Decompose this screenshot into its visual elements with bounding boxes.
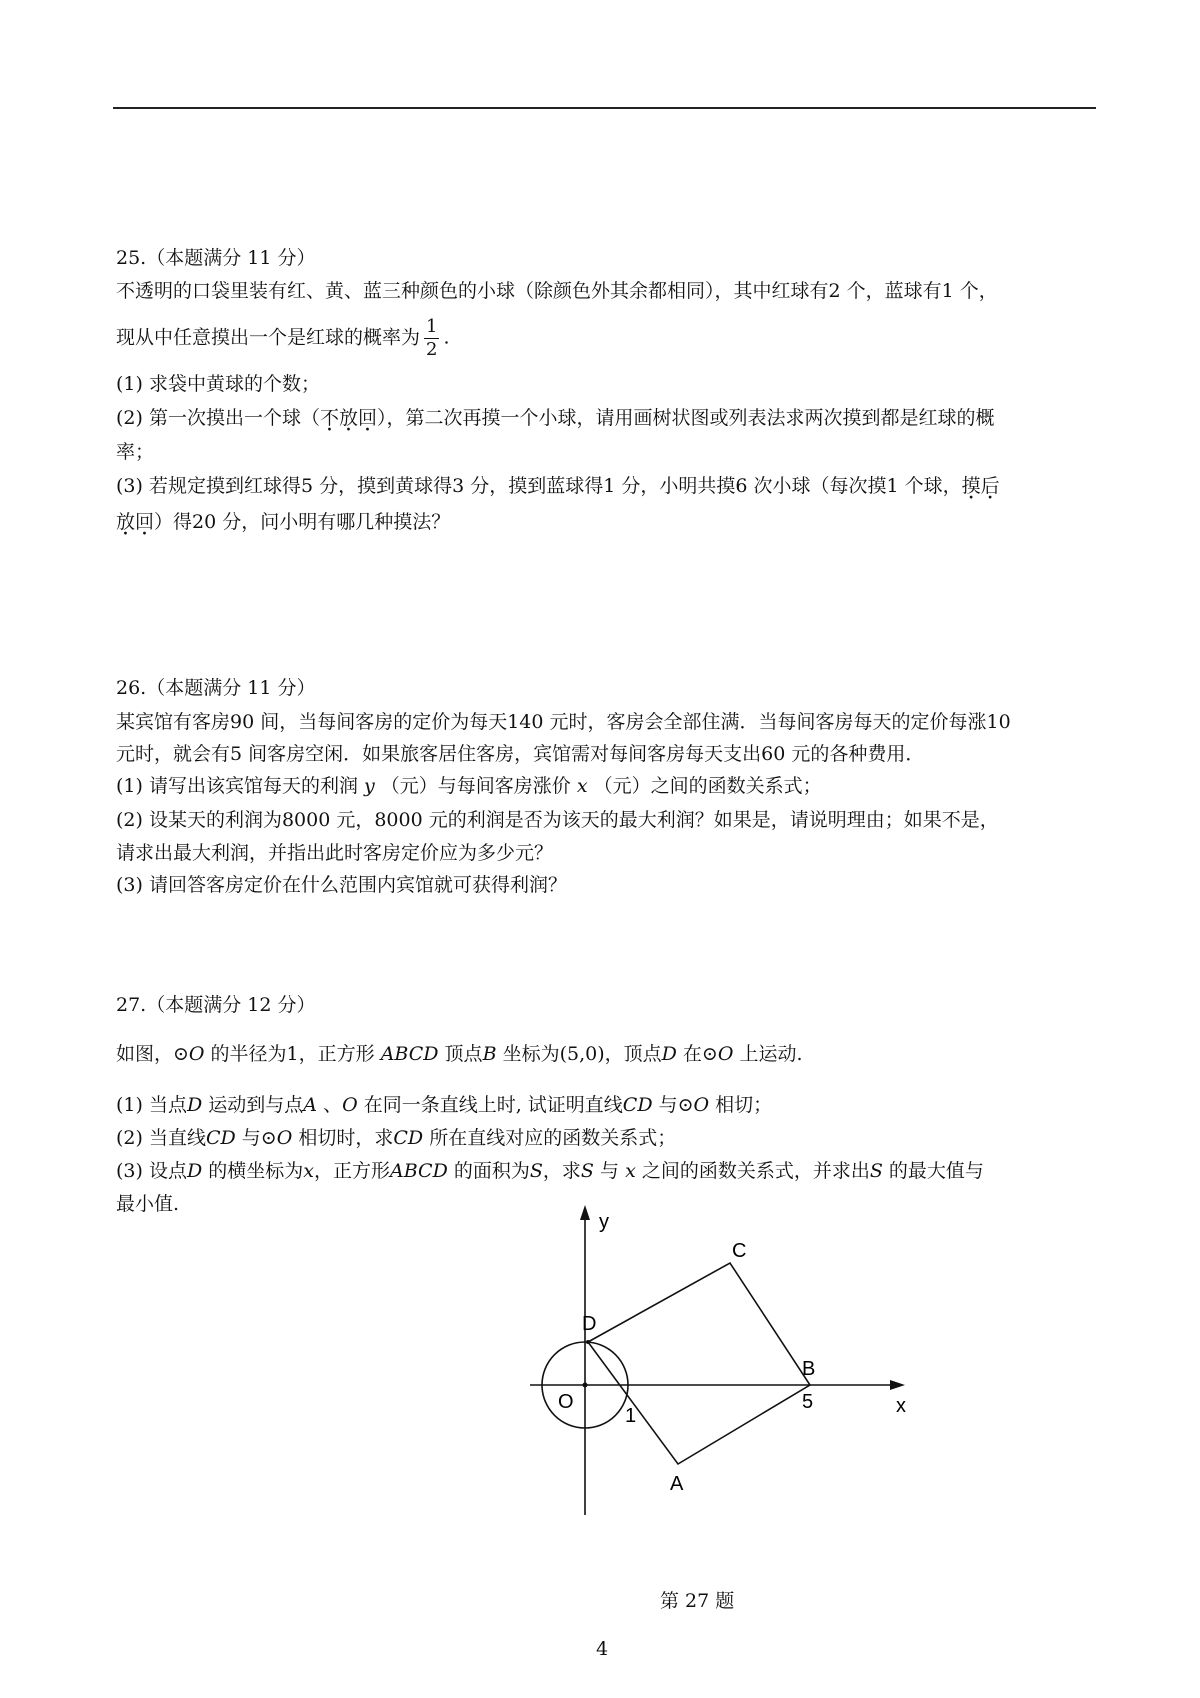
emphasis-char: 放 <box>116 511 136 533</box>
var-O: O <box>188 1043 205 1065</box>
figure-27 <box>500 1200 920 1530</box>
q26-part2: (2) 设某天的利润为8000 元，8000 元的利润是否为该天的最大利润？如果是，请说明理由；如果不是， <box>116 809 999 831</box>
emphasis-char: 摸 <box>961 475 981 497</box>
header-rule <box>113 107 1096 109</box>
label-y: y <box>599 1211 609 1233</box>
var-O: O <box>717 1043 734 1065</box>
var-O: O <box>276 1127 293 1149</box>
var-S: S <box>869 1160 883 1182</box>
text-run: 相切时，求 <box>298 1127 394 1149</box>
text-run: ，求 <box>542 1160 581 1182</box>
var-A: A <box>303 1094 317 1116</box>
text-run: 所在直线对应的函数关系式； <box>429 1127 677 1149</box>
var-O: O <box>693 1094 710 1116</box>
q27-header: 27.（本题满分 12 分） <box>116 994 316 1016</box>
label-one: 1 <box>625 1405 637 1427</box>
figure-caption: 第 27 题 <box>660 1590 735 1612</box>
text-run: 在⊙ <box>682 1043 718 1065</box>
q26-header: 26.（本题满分 11 分） <box>116 677 316 699</box>
emphasis-char: 后 <box>980 475 1000 497</box>
text-run: 上运动. <box>739 1043 803 1065</box>
emphasis-char: 回 <box>135 511 155 533</box>
fraction-denominator: 2 <box>426 339 438 360</box>
var-O: O <box>342 1094 358 1116</box>
var-D: D <box>186 1160 203 1182</box>
q26-line1: 某宾馆有客房90 间，当每间客房的定价为每天140 元时，客房会全部住满．当每间客房每天的定价每涨10 <box>116 711 1011 733</box>
emphasis-char: 不 <box>319 407 339 429</box>
q25-part3 <box>116 474 1000 498</box>
q26-part2-cont: 请求出最大利润，并指出此时客房定价应为多少元？ <box>116 842 554 864</box>
text-run: 的横坐标为 <box>208 1160 304 1182</box>
q25-part2-a: (2) 第一次摸出一个球（ <box>116 407 320 429</box>
var-B: B <box>482 1043 497 1065</box>
fraction-numerator: 1 <box>426 316 438 337</box>
text-run: 在同一条直线上时, 试证明直线 <box>363 1094 623 1116</box>
text-run: 相切； <box>715 1094 773 1116</box>
text-run: 之间的函数关系式，并求出 <box>641 1160 870 1182</box>
q27-part3 <box>116 1159 984 1183</box>
point-d <box>586 1340 590 1344</box>
q27-part3-cont: 最小值. <box>116 1193 180 1215</box>
q25-part3-cont <box>116 510 450 534</box>
text-run: 顶点 <box>444 1043 483 1065</box>
label-x: x <box>896 1395 906 1417</box>
x-axis-arrow <box>890 1380 905 1390</box>
q26-part3: (3) 请回答客房定价在什么范围内宾馆就可获得利润？ <box>116 874 567 896</box>
var-D: D <box>661 1043 677 1065</box>
var-CD: CD <box>622 1094 653 1116</box>
text-run: 的最大值与 <box>888 1160 984 1182</box>
var-ABCD: ABCD <box>380 1043 439 1065</box>
var-x: x <box>303 1160 314 1182</box>
label-five: 5 <box>802 1391 814 1413</box>
text-run: 坐标为(5,0)，顶点 <box>502 1043 662 1065</box>
q25-line2 <box>116 316 450 361</box>
origin-point <box>583 1383 588 1388</box>
text-run: (1) 当点 <box>116 1094 187 1116</box>
q25-part3-a: (3) 若规定摸到红球得5 分，摸到黄球得3 分，摸到蓝球得1 分，小明共摸6 次小球（每次摸1 个球， <box>116 475 962 497</box>
label-c: C <box>732 1240 747 1262</box>
q27-part2 <box>116 1126 676 1150</box>
text-run: (3) 设点 <box>116 1160 187 1182</box>
var-CD: CD <box>205 1127 236 1149</box>
text-run: 如图，⊙ <box>116 1043 189 1065</box>
y-axis-arrow <box>580 1205 590 1220</box>
text-run: 的半径为1，正方形 <box>210 1043 375 1065</box>
q25-fraction <box>424 316 439 361</box>
label-a: A <box>670 1473 684 1495</box>
var-D: D <box>186 1094 203 1116</box>
text-run: ，正方形 <box>313 1160 390 1182</box>
q25-part2-cont: 率； <box>116 441 155 463</box>
q26-line2: 元时，就会有5 间客房空闲．如果旅客居住客房，宾馆需对每间客房每天支出60 元的各种费用． <box>116 743 925 765</box>
q26-part1-a: (1) 请写出该宾馆每天的利润 <box>116 775 358 797</box>
var-ABCD: ABCD <box>390 1160 448 1182</box>
text-run: 与⊙ <box>241 1127 277 1149</box>
q25-part2 <box>116 406 995 430</box>
text-run: (2) 当直线 <box>116 1127 206 1149</box>
var-CD: CD <box>393 1127 424 1149</box>
q26-part1-c: （元）之间的函数关系式； <box>593 775 822 797</box>
text-run: 、 <box>323 1094 343 1116</box>
text-run: 的面积为 <box>453 1160 530 1182</box>
var-S: S <box>529 1160 543 1182</box>
label-o: O <box>558 1391 574 1413</box>
var-x: x <box>576 775 588 797</box>
emphasis-char: 回 <box>358 407 378 429</box>
square-abcd <box>588 1263 810 1464</box>
q26-part1-b: （元）与每间客房涨价 <box>380 775 571 797</box>
q27-line1 <box>116 1042 803 1066</box>
var-x: x <box>625 1160 636 1182</box>
q25-header: 25.（本题满分 11 分） <box>116 247 316 269</box>
emphasis-char: 放 <box>338 407 358 429</box>
text-run: 运动到与点 <box>208 1094 304 1116</box>
q25-part2-b: ），第二次再摸一个小球，请用画树状图或列表法求两次摸到都是红球的概 <box>377 407 995 429</box>
q25-line1: 不透明的口袋里装有红、黄、蓝三种颜色的小球（除颜色外其余都相同），其中红球有2 个，蓝球有1 个， <box>116 280 998 302</box>
q25-line2-text: 现从中任意摸出一个是红球的概率为 <box>116 326 421 349</box>
q25-part3-b: ）得20 分，问小明有哪几种摸法？ <box>154 511 451 533</box>
label-d: D <box>582 1313 597 1335</box>
text-run: 与 <box>600 1160 620 1182</box>
q27-part1 <box>116 1093 772 1117</box>
q25-part1: (1) 求袋中黄球的个数； <box>116 373 320 395</box>
var-y: y <box>364 775 375 797</box>
label-b: B <box>802 1358 816 1380</box>
text-run: 与⊙ <box>658 1094 694 1116</box>
q26-part1 <box>116 774 822 798</box>
var-S: S <box>580 1160 594 1182</box>
q25-line2-end: . <box>443 326 450 349</box>
page-number: 4 <box>596 1638 609 1660</box>
